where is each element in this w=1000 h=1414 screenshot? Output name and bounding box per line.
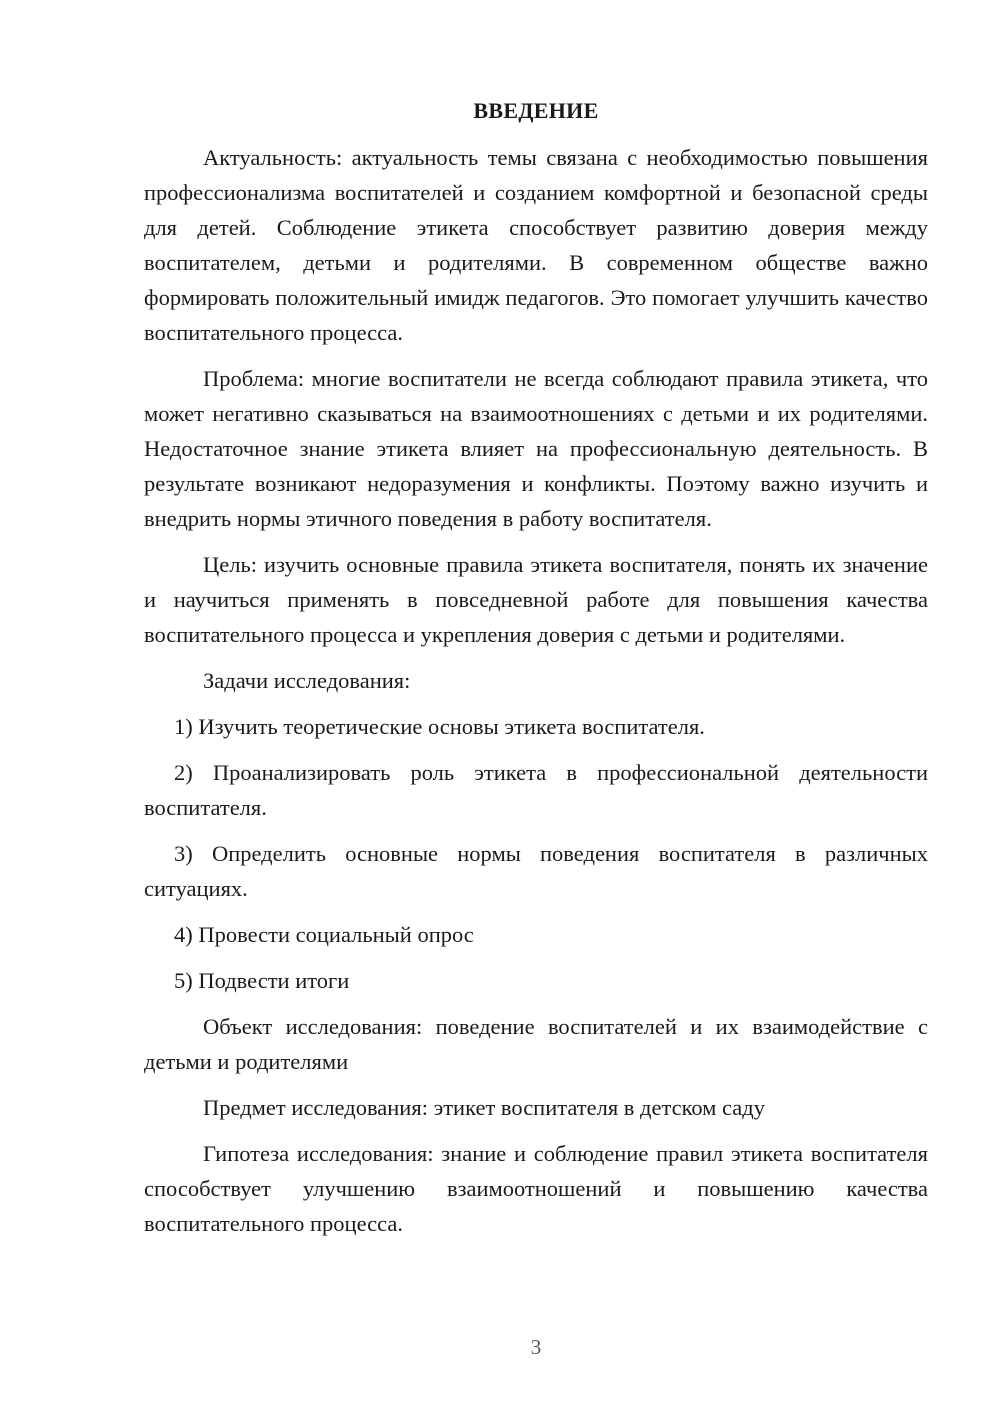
page-title: ВВЕДЕНИЕ [473, 98, 599, 123]
goal-paragraph: Цель: изучить основные правила этикета воспитателя, понять их значение и научиться применять в повседневной работе для повышения качества воспитательного процесса и укрепления доверия с детьми и родителями. [144, 552, 928, 647]
task-item-2: 2) Проанализировать роль этикета в профессиональной деятельности воспитателя. [144, 760, 928, 820]
tasks-heading: Задачи исследования: [203, 668, 411, 693]
object-paragraph: Объект исследования: поведение воспитателей и их взаимодействие с детьми и родителями [144, 1014, 928, 1074]
relevance-paragraph: Актуальность: актуальность темы связана с необходимостью повышения профессионализма воспитателей и созданием комфортной и безопасной среды для детей. Соблюдение этикета способствует развитию доверия между воспитателем, детьми и родителями. В современном обществе важно формировать положительный имидж педагогов. Это помогает улучшить качество воспитательного процесса. [144, 145, 928, 345]
problem-paragraph: Проблема: многие воспитатели не всегда соблюдают правила этикета, что может негативно сказываться на взаимоотношениях с детьми и их родителями. Недостаточное знание этикета влияет на профессиональную деятельность. В результате возникают недоразумения и конфликты. Поэтому важно изучить и внедрить нормы этичного поведения в работу воспитателя. [144, 366, 928, 531]
hypothesis-paragraph: Гипотеза исследования: знание и соблюдение правил этикета воспитателя способствует улучшению взаимоотношений и повышению качества воспитательного процесса. [144, 1141, 928, 1236]
task-item-1: 1) Изучить теоретические основы этикета воспитателя. [174, 714, 705, 739]
page-number: 3 [530, 1335, 542, 1359]
task-item-3: 3) Определить основные нормы поведения воспитателя в различных ситуациях. [144, 841, 928, 901]
subject-paragraph: Предмет исследования: этикет воспитателя в детском саду [203, 1095, 765, 1120]
task-item-5: 5) Подвести итоги [174, 968, 350, 993]
document-page [144, 96, 928, 1252]
task-item-4: 4) Провести социальный опрос [174, 922, 474, 947]
